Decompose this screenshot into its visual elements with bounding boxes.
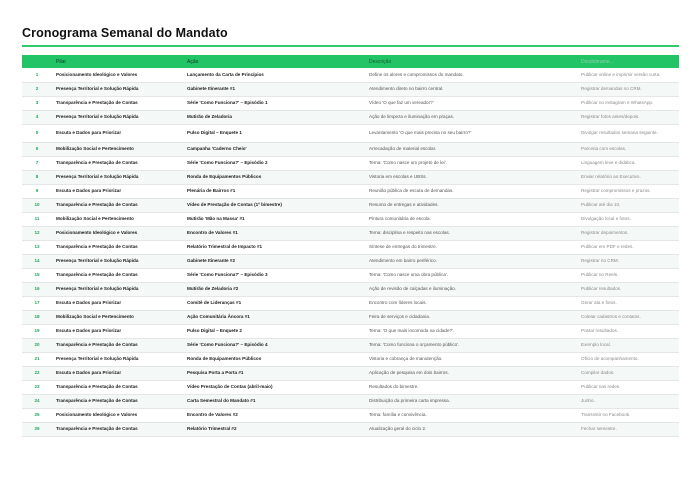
row-next-step: Publicar no Instagram e WhatsApp.: [577, 96, 679, 110]
row-action: Comitê de Lideranças #1: [183, 296, 365, 310]
table-header-row: [22, 55, 679, 68]
row-action: Série 'Como Funciona?' – Episódio 1: [183, 96, 365, 110]
table-row: [22, 96, 679, 110]
row-description: Tema: família e convivência.: [365, 408, 577, 422]
row-next-step: Divulgar resultados semana seguinte.: [577, 124, 679, 142]
column-header-pillar: Pilar: [52, 55, 183, 68]
table-row: [22, 352, 679, 366]
table-row: [22, 124, 679, 142]
row-description: Atendimento direto no bairro central.: [365, 82, 577, 96]
row-description: Aplicação de pesquisa em dois bairros.: [365, 366, 577, 380]
row-next-step: Enviar relatório ao Executivo.: [577, 170, 679, 184]
schedule-table: [22, 55, 679, 437]
row-description: Tema: 'O que mais incomoda na cidade?'.: [365, 324, 577, 338]
row-action: Vídeo Prestação de Contas (abril-maio): [183, 380, 365, 394]
row-pillar: Escuta e Dados para Priorizar: [52, 296, 183, 310]
row-next-step: Postar resultados.: [577, 324, 679, 338]
row-next-step: Exemplo local.: [577, 338, 679, 352]
table-row: [22, 366, 679, 380]
title-divider: [22, 45, 679, 47]
row-id: 20: [22, 338, 52, 352]
row-description: Resumo de entregas e atividades.: [365, 198, 577, 212]
row-id: 2: [22, 82, 52, 96]
row-action: Encontro de Valores #1: [183, 226, 365, 240]
row-action: Série 'Como Funciona?' – Episódio 4: [183, 338, 365, 352]
table-row: [22, 212, 679, 226]
row-id: 19: [22, 324, 52, 338]
row-description: Reunião pública de escuta de demandas.: [365, 184, 577, 198]
row-next-step: Coletar cadastros e contatos.: [577, 310, 679, 324]
row-action: Gabinete Itinerante #2: [183, 254, 365, 268]
row-next-step: Registrar compromissos e prazos.: [577, 184, 679, 198]
row-pillar: Transparência e Prestação de Contas: [52, 422, 183, 436]
table-row: [22, 422, 679, 436]
table-row: [22, 324, 679, 338]
table-row: [22, 240, 679, 254]
row-id: 23: [22, 380, 52, 394]
row-next-step: Transmitir no Facebook.: [577, 408, 679, 422]
row-action: Ação Comunitária Âncora #1: [183, 310, 365, 324]
row-next-step: Publicar online e imprimir versão curta.: [577, 68, 679, 82]
table-row: [22, 310, 679, 324]
row-id: 12: [22, 226, 52, 240]
row-action: Relatório Trimestral #2: [183, 422, 365, 436]
row-id: 11: [22, 212, 52, 226]
row-id: 13: [22, 240, 52, 254]
row-description: Feira de serviços e cidadania.: [365, 310, 577, 324]
row-action: Mutirão de Zeladoria #2: [183, 282, 365, 296]
row-description: Tema: 'Como funciona o orçamento público'.: [365, 338, 577, 352]
table-row: [22, 156, 679, 170]
table-row: [22, 82, 679, 96]
row-id: 25: [22, 408, 52, 422]
row-description: Síntese de entregas do trimestre.: [365, 240, 577, 254]
row-pillar: Presença Territorial e Solução Rápida: [52, 170, 183, 184]
row-description: Tema: 'Como nasce um projeto de lei'.: [365, 156, 577, 170]
row-pillar: Escuta e Dados para Priorizar: [52, 324, 183, 338]
row-description: Tema: disciplina e respeito nas escolas.: [365, 226, 577, 240]
row-pillar: Posicionamento Ideológico e Valores: [52, 226, 183, 240]
table-row: [22, 268, 679, 282]
row-pillar: Transparência e Prestação de Contas: [52, 268, 183, 282]
row-pillar: Transparência e Prestação de Contas: [52, 394, 183, 408]
table-row: [22, 394, 679, 408]
row-pillar: Escuta e Dados para Priorizar: [52, 124, 183, 142]
row-id: 1: [22, 68, 52, 82]
row-next-step: Registrar no CRM.: [577, 254, 679, 268]
row-next-step: Fechar semestre.: [577, 422, 679, 436]
row-id: 16: [22, 282, 52, 296]
row-next-step: Publicar nas redes.: [577, 380, 679, 394]
row-pillar: Transparência e Prestação de Contas: [52, 156, 183, 170]
row-description: Define os alores e compromissos do mandato.: [365, 68, 577, 82]
row-pillar: Posicionamento Ideológico e Valores: [52, 68, 183, 82]
row-action: Ronda de Equipamentos Públicos: [183, 352, 365, 366]
row-description: Distribuição da primeira carta impressa.: [365, 394, 577, 408]
row-id: 26: [22, 422, 52, 436]
row-pillar: Transparência e Prestação de Contas: [52, 198, 183, 212]
row-action: Relatório Trimestral de Impacto #1: [183, 240, 365, 254]
row-action: Carta Semestral do Mandato #1: [183, 394, 365, 408]
column-header-description: Descrição: [365, 55, 577, 68]
column-header-id: [22, 55, 52, 68]
row-id: 3: [22, 96, 52, 110]
table-row: [22, 170, 679, 184]
row-next-step: Registrar fotos antes/depois.: [577, 110, 679, 124]
row-next-step: Compilar dados.: [577, 366, 679, 380]
row-action: Lançamento da Carta de Princípios: [183, 68, 365, 82]
table-row: [22, 142, 679, 156]
row-pillar: Mobilização Social e Pertencimento: [52, 142, 183, 156]
row-next-step: Parceria com escolas.: [577, 142, 679, 156]
row-id: 22: [22, 366, 52, 380]
row-next-step: Publicar em PDF e redes.: [577, 240, 679, 254]
row-id: 5: [22, 124, 52, 142]
row-description: Encontro com líderes locais.: [365, 296, 577, 310]
row-pillar: Presença Territorial e Solução Rápida: [52, 282, 183, 296]
row-description: Arrecadação de material escolar.: [365, 142, 577, 156]
row-id: 15: [22, 268, 52, 282]
row-description: Atendimento em bairro periférico.: [365, 254, 577, 268]
row-pillar: Transparência e Prestação de Contas: [52, 240, 183, 254]
row-id: 8: [22, 170, 52, 184]
table-row: [22, 68, 679, 82]
row-next-step: Publicar no Reels.: [577, 268, 679, 282]
column-header-action: Ação: [183, 55, 365, 68]
row-description: Tema: 'Como nasce uma obra pública'.: [365, 268, 577, 282]
row-action: Encontro de Valores #2: [183, 408, 365, 422]
row-action: Vídeo de Prestação de Contas (1º bimestre): [183, 198, 365, 212]
row-description: Ação de limpeza e iluminação em praças.: [365, 110, 577, 124]
table-row: [22, 338, 679, 352]
row-next-step: Divulgação local e fotos.: [577, 212, 679, 226]
row-description: Vistoria em escolas e UBSs.: [365, 170, 577, 184]
table-row: [22, 380, 679, 394]
row-pillar: Escuta e Dados para Priorizar: [52, 366, 183, 380]
row-id: 18: [22, 310, 52, 324]
row-pillar: Presença Territorial e Solução Rápida: [52, 82, 183, 96]
row-next-step: Junho.: [577, 394, 679, 408]
table-row: [22, 282, 679, 296]
table-body: [22, 68, 679, 436]
table-row: [22, 408, 679, 422]
row-next-step: Ofício de acompanhamento.: [577, 352, 679, 366]
row-action: Plenária de Bairros #1: [183, 184, 365, 198]
column-header-next-steps: Desdobrame...: [577, 55, 679, 68]
row-description: Vistoria e cobrança de manutenção.: [365, 352, 577, 366]
row-action: Mutirão 'Mão na Massa' #1: [183, 212, 365, 226]
row-action: Pulso Digital – Enquete 2: [183, 324, 365, 338]
row-id: 17: [22, 296, 52, 310]
row-pillar: Transparência e Prestação de Contas: [52, 380, 183, 394]
row-action: Pulso Digital – Enquete 1: [183, 124, 365, 142]
table-row: [22, 226, 679, 240]
row-id: 9: [22, 184, 52, 198]
row-pillar: Mobilização Social e Pertencimento: [52, 310, 183, 324]
row-action: Série 'Como Funciona?' – Episódio 3: [183, 268, 365, 282]
row-action: Pesquisa Porta a Porta #1: [183, 366, 365, 380]
row-pillar: Posicionamento Ideológico e Valores: [52, 408, 183, 422]
row-pillar: Presença Territorial e Solução Rápida: [52, 254, 183, 268]
row-next-step: Linguagem leve e didática.: [577, 156, 679, 170]
row-action: Campanha 'Caderno Cheio': [183, 142, 365, 156]
table-row: [22, 110, 679, 124]
table-row: [22, 184, 679, 198]
table-row: [22, 198, 679, 212]
row-description: Ação de revisão de calçadas e iluminação.: [365, 282, 577, 296]
row-id: 24: [22, 394, 52, 408]
page-title: Cronograma Semanal do Mandato: [22, 26, 228, 40]
row-id: 14: [22, 254, 52, 268]
row-action: Gabinete Itinerante #1: [183, 82, 365, 96]
row-id: 10: [22, 198, 52, 212]
row-description: Levantamento 'O que mais precisa no seu bairro?': [365, 124, 577, 142]
row-action: Mutirão de Zeladoria: [183, 110, 365, 124]
table-row: [22, 296, 679, 310]
row-pillar: Transparência e Prestação de Contas: [52, 96, 183, 110]
row-next-step: Gerar ata e fotos.: [577, 296, 679, 310]
row-pillar: Transparência e Prestação de Contas: [52, 338, 183, 352]
row-next-step: Registrar depoimentos.: [577, 226, 679, 240]
row-description: Atualização geral do ciclo 2.: [365, 422, 577, 436]
row-description: Resultados do bimestre.: [365, 380, 577, 394]
row-pillar: Mobilização Social e Pertencimento: [52, 212, 183, 226]
row-description: Vídeo 'O que faz um vereador?': [365, 96, 577, 110]
row-id: 6: [22, 142, 52, 156]
row-next-step: Registrar demandas no CRM.: [577, 82, 679, 96]
row-id: 4: [22, 110, 52, 124]
row-action: Série 'Como Funciona?' – Episódio 2: [183, 156, 365, 170]
row-next-step: Publicar até dia 10.: [577, 198, 679, 212]
row-pillar: Presença Territorial e Solução Rápida: [52, 110, 183, 124]
row-pillar: Escuta e Dados para Priorizar: [52, 184, 183, 198]
row-description: Pintura comunitária de escola.: [365, 212, 577, 226]
row-action: Ronda de Equipamentos Públicos: [183, 170, 365, 184]
row-id: 7: [22, 156, 52, 170]
row-id: 21: [22, 352, 52, 366]
table-row: [22, 254, 679, 268]
row-pillar: Presença Territorial e Solução Rápida: [52, 352, 183, 366]
row-next-step: Publicar resultados.: [577, 282, 679, 296]
